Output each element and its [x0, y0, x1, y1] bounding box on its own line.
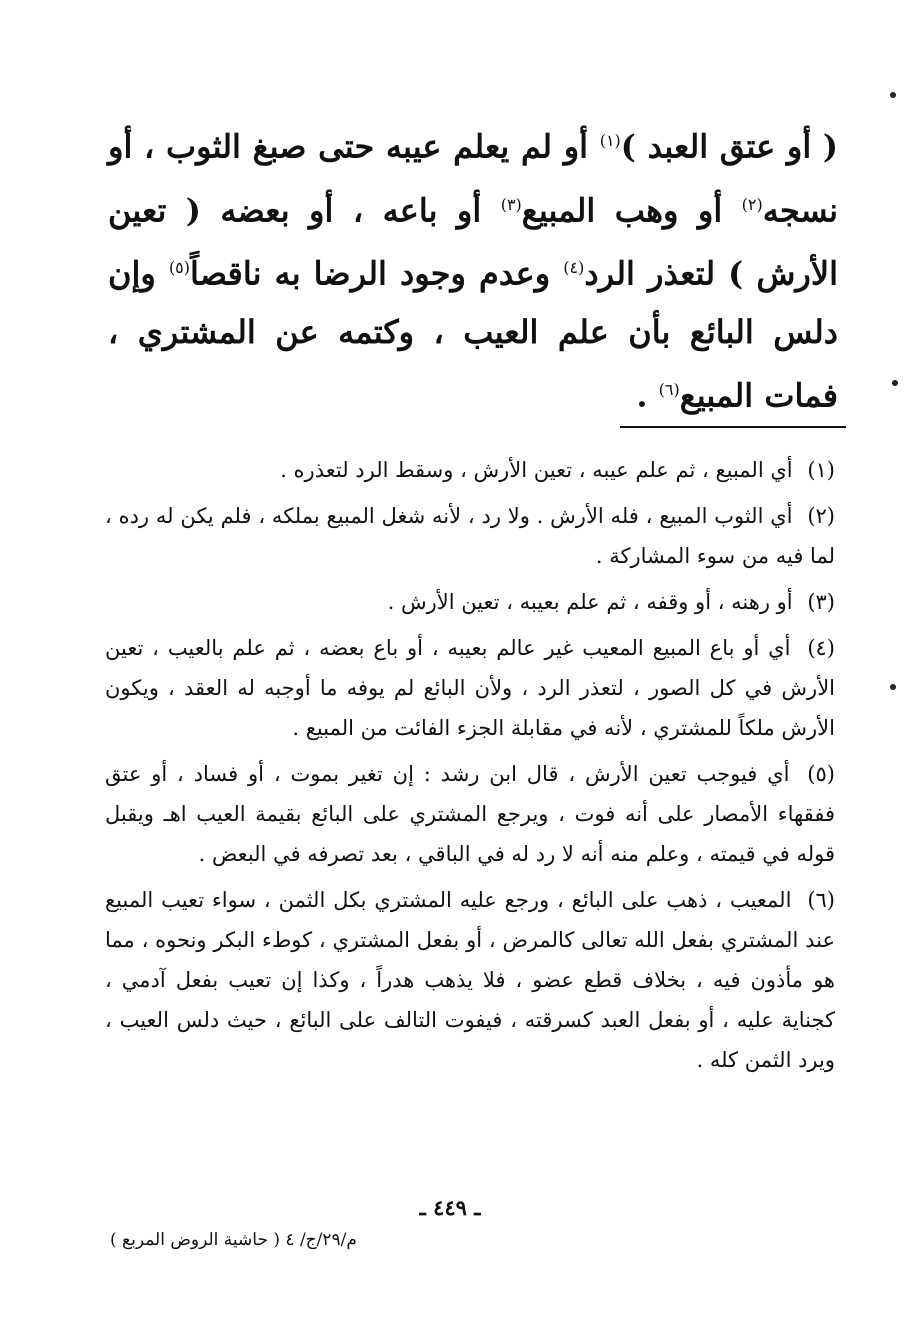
footnote-number: (٣): [807, 590, 835, 614]
footnote: [105, 496, 835, 576]
page-number: ـ ٤٤٩ ـ: [419, 1195, 481, 1220]
footnote-ref: (٦): [658, 379, 680, 399]
footnote-number: (١): [807, 458, 835, 482]
edge-mark: [892, 380, 898, 386]
edge-mark: [890, 92, 896, 98]
footnote: [105, 754, 835, 874]
footnote: [105, 628, 835, 748]
main-text-segment: ( أو عتق العبد ): [620, 127, 838, 166]
main-text-segment: أو لم يعلم عيبه حتى صبغ الثوب ، أو نسجه: [108, 127, 839, 230]
main-paragraph: [108, 112, 838, 425]
footnote-ref: (٣): [500, 194, 522, 214]
main-text-segment: أو وهب المبيع: [521, 191, 742, 230]
main-text-segment: .: [636, 376, 659, 415]
main-text-segment: أو باعه ، أو بعضه ( تعين الأرش ) لتعذر الرد: [108, 191, 839, 293]
footnote: [105, 582, 835, 622]
footnote: [105, 450, 835, 490]
footnote: [105, 880, 835, 1080]
footnote-ref: (١): [599, 131, 621, 150]
footnote-number: (٥): [807, 762, 835, 786]
footnote-number: (٢): [807, 504, 835, 528]
footnote-text: أي الثوب المبيع ، فله الأرش . ولا رد ، لأنه شغل المبيع بملكه ، فلم يكن له رده ، لما فيه من سوء المشاركة .: [105, 504, 835, 568]
footnotes: [105, 450, 835, 1086]
signature-line: م/٢٩/ج/ ٤ ( حاشية الروض المربع ): [110, 1230, 357, 1250]
footnote-text: المعيب ، ذهب على البائع ، ورجع عليه المشتري بكل الثمن ، سواء تعيب المبيع عند المشتري بفعل الله تعالى كالمرض ، أو بفعل المشتري ، كوطء البكر ونحوه ، مما هو مأذون فيه ، بخلاف قطع عضو ، فلا يذهب هدراً ، وكذا إن تعيب بفعل آدمي ، كجناية عليه ، أو بفعل العبد كسرقته ، فيفوت التالف على البائع ، حيث دلس العيب ، ويرد الثمن كله .: [105, 888, 835, 1072]
footnote-text: أي فيوجب تعين الأرش ، قال ابن رشد : إن تغير بموت ، أو فساد ، أو عتق ففقهاء الأمصار على أنه فوت ، ويرجع المشتري على البائع بقيمة العيب اهـ ويقبل قوله في قيمته ، وعلم منه أنه لا رد له في الباقي ، بعد تصرفه في البعض .: [105, 762, 835, 866]
footnote-number: (٤): [807, 636, 835, 660]
main-text: [108, 112, 838, 425]
footnote-ref: (٢): [741, 194, 763, 214]
footnote-ref: (٥): [168, 258, 191, 278]
footnote-text: أو رهنه ، أو وقفه ، ثم علم بعيبه ، تعين الأرش .: [387, 590, 793, 614]
main-text-segment: وعدم وجود الرضا به ناقصاً: [190, 254, 564, 293]
main-text-segment: وإن دلس البائع بأن علم العيب ، وكتمه عن المشتري ، فمات المبيع: [108, 254, 838, 415]
footnote-text: أي أو باع المبيع المعيب غير عالم بعيبه ، أو باع بعضه ، ثم علم بالعيب ، تعين الأرش في كل الصور ، لتعذر الرد ، ولأن البائع لم يوفه ما أوجبه له العقد ، ويكون الأرش ملكاً للمشتري ، لأنه في مقابلة الجزء الفائت من المبيع .: [105, 636, 836, 740]
footnote-ref: (٤): [563, 258, 585, 278]
footnote-text: أي المبيع ، ثم علم عيبه ، تعين الأرش ، وسقط الرد لتعذره .: [280, 458, 793, 482]
edge-mark: [890, 684, 896, 690]
footnote-divider: [620, 426, 846, 428]
footnote-number: (٦): [807, 888, 835, 912]
